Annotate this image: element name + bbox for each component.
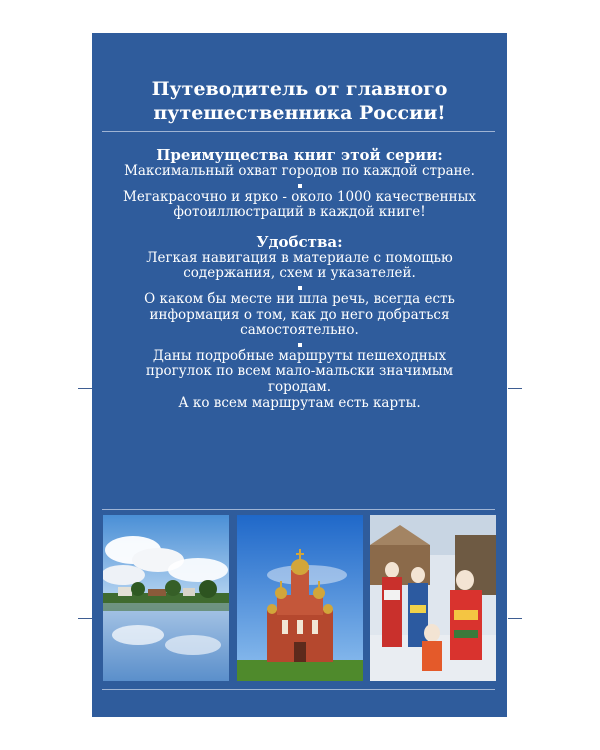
bullet-square-icon	[298, 184, 302, 188]
crop-mark	[78, 618, 92, 619]
convenience-item: Даны подробные маршруты пешеходных прогулок по всем мало-мальски значимым городам. А ко всем маршрутам есть карты.	[145, 347, 454, 411]
features-text	[92, 146, 507, 411]
title-line: путешественника России!	[153, 102, 446, 124]
divider	[102, 689, 495, 690]
photo-orthodox-church	[237, 515, 363, 681]
divider	[102, 509, 495, 510]
back-cover-panel	[92, 33, 507, 717]
convenience-item: Легкая навигация в материале с помощью содержания, схем и указателей.	[146, 249, 453, 282]
crop-mark	[508, 618, 522, 619]
title-line: Путеводитель от главного	[151, 78, 448, 100]
convenience-item: О каком бы месте ни шла речь, всегда есть информация о том, как до него добраться самостоятельно.	[144, 290, 455, 339]
advantage-item: Максимальный охват городов по каждой стране.	[124, 163, 475, 179]
advantage-item: Мегакрасочно и ярко - около 1000 качественных фотоиллюстраций в каждой книге!	[123, 188, 476, 221]
crop-mark	[78, 388, 92, 389]
page-title	[92, 77, 507, 125]
bullet-square-icon	[298, 343, 302, 347]
photo-folk-dolls	[370, 515, 496, 681]
crop-mark	[508, 388, 522, 389]
divider	[102, 131, 495, 132]
convenience-heading: Удобства:	[256, 232, 343, 251]
photo-lake-landscape	[103, 515, 229, 681]
advantages-heading: Преимущества книг этой серии:	[156, 146, 443, 164]
bullet-square-icon	[298, 286, 302, 290]
